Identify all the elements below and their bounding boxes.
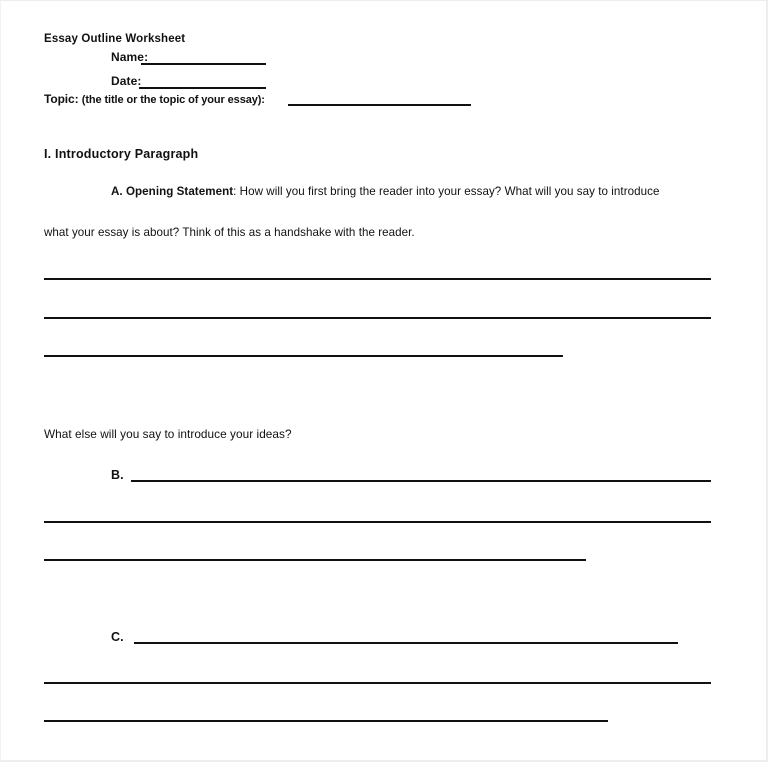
item-b-marker: B. (111, 468, 124, 482)
section-heading-introductory-paragraph: I. Introductory Paragraph (44, 147, 199, 161)
item-a-answer-line-1[interactable] (44, 278, 711, 280)
paper-surface (1, 1, 767, 759)
topic-field-blank[interactable] (288, 104, 471, 106)
item-b-answer-line-3[interactable] (44, 559, 586, 561)
item-a-prompt (111, 185, 659, 198)
item-a-prompt-line-1: : How will you first bring the reader into your essay? What will you say to introduce (233, 185, 660, 198)
item-b-answer-line-2[interactable] (44, 521, 711, 523)
topic-label-parenthetical: (the title or the topic of your essay): (81, 94, 265, 106)
item-b-answer-line-1[interactable] (131, 480, 711, 482)
date-field-label: Date: (111, 74, 142, 88)
topic-label-text: Topic: (44, 92, 79, 106)
page-title: Essay Outline Worksheet (44, 33, 186, 45)
item-a-title: Opening Statement (125, 185, 234, 198)
item-a-prompt-line-2: what your essay is about? Think of this as a handshake with the reader. (44, 226, 415, 239)
date-field-blank[interactable] (139, 87, 266, 89)
item-a-answer-line-2[interactable] (44, 317, 711, 319)
name-field-label: Name: (111, 50, 149, 64)
item-c-answer-line-3[interactable] (44, 720, 608, 722)
mid-section-question: What else will you say to introduce your ideas? (44, 427, 292, 441)
name-field-blank[interactable] (141, 63, 266, 65)
item-a-marker: A. (111, 185, 123, 198)
topic-field-label (44, 92, 265, 106)
item-a-answer-line-3[interactable] (44, 355, 563, 357)
item-c-answer-line-2[interactable] (44, 682, 711, 684)
item-c-answer-line-1[interactable] (134, 642, 678, 644)
item-c-marker: C. (111, 630, 124, 644)
